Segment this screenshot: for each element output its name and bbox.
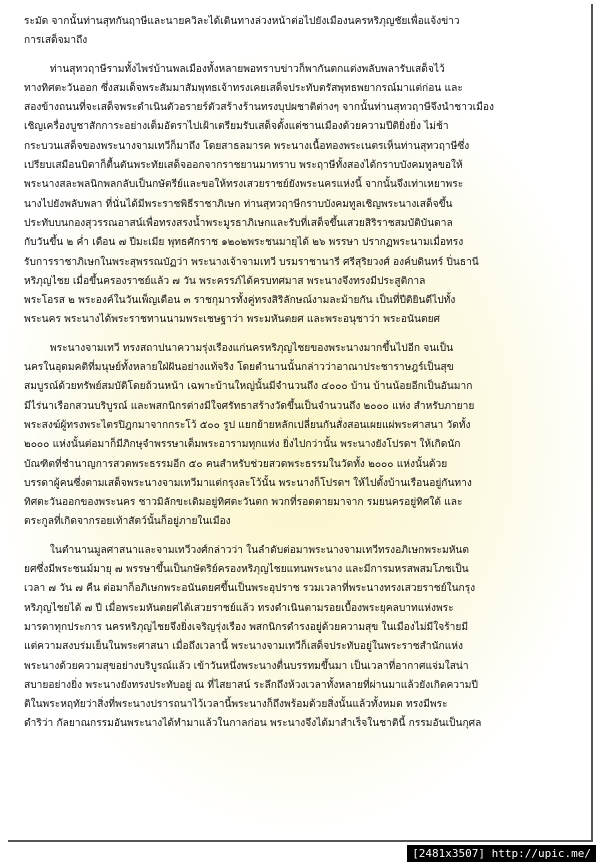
- text-line: เปรียบเสมือนบิดาก็ตื้นตันพระทัยเสด็จออกจากราชยานมาทราบ พระฤาษีทั้งสองได้กราบบังคมทูลขอให้: [24, 160, 463, 172]
- text-line: พระโอรส ๒ พระองค์ในวันเพ็ญเดือน ๓ ราชกุมารทั้งคู่ทรงสิริลักษณ์งามละม้ายกัน เป็นที่ปีติยินดีไปทั้ง: [24, 295, 456, 307]
- paragraph-gap: [24, 330, 584, 339]
- text-line: แต่ความสงบร่มเย็นในพระศาสนา เมื่อถึงเวลานี้ พระนางจามเทวีก็เสด็จประทับอยู่ในพระราชสำนักแห่ง: [24, 641, 463, 653]
- paragraph-gap: [24, 532, 584, 541]
- text-line: สบายอย่างยิ่ง พระนางยังทรงประทับอยู่ ณ ที่ไสยาสน์ ระลึกถึงห้วงเวลาทั้งหลายที่ผ่านมาแล้วยังเกิดความปี: [24, 679, 478, 691]
- text-line: พระนางจามเทวี ทรงสถาปนาความรุ่งเรืองแก่นครหริภุญไชยของพระนางมากขึ้นไปอีก จนเป็น: [24, 342, 454, 354]
- text-line: หริภุญไชยได้ ๗ ปี เมื่อพระมหันตยศได้เสวยราชย์แล้ว ทรงดำเนินตามรอยเบื้องพระยุคลบาทแห่งพระ: [24, 602, 454, 614]
- text-line: เวลา ๗ วัน ๗ คืน ต่อมาก็อภิเษกพระอนันตยศขึ้นเป็นพระอุปราช รวมเวลาที่พระนางทรงเสวยราชย์ในกรุง: [24, 583, 476, 595]
- text-line: มีไร่นาเรือกสวนบริบูรณ์ และพสกนิกรต่างมีใจศรัทธาสร้างวัดขึ้นเป็นจำนวนถึง ๒๐๐๐ แห่ง สำหรับภายาย: [24, 400, 475, 412]
- text-line: สมบูรณ์ด้วยทรัพย์สมบัติโดยถ้วนหน้า เฉพาะบ้านใหญ่นั้นมีจำนวนถึง ๔๐๐๐ บ้าน บ้านน้อยอีกเป็นอันมาก: [24, 381, 473, 393]
- text-line: สองข้างถนนที่จะเสด็จพระดำเนินตัวอรายร์ตัวสร้างร้านทรงบุปผชาติต่างๆ จากนั้นท่านสุทวฤาษีจึงนำชาวเมือง: [24, 102, 494, 114]
- text-line: กับวันขึ้น ๒ ค่ำ เดือน ๗ ปีมะเมีย พุทธศักราช ๑๒๐๒พระชนมายุได้ ๒๖ พรรษา ปรากฏพระนามเมื่อทรง: [24, 237, 464, 249]
- text-line: ท่านสุทวฤาษีรามทั้งไพร่บ้านพลเมืองทั้งหลายพอทราบข่าวก็พากันตกแต่งพลับพลารับเสด็จไว้: [24, 63, 445, 75]
- text-line: ติในพระหฤทัยว่าสิ่งที่พระนางปรารถนาไว้เวลานี้พระนางก็ถึงพร้อมด้วยสิ่งนั้นแล้วทั้งหมด ทรงมีพระ: [24, 699, 448, 711]
- paragraph-gap: [24, 51, 584, 60]
- text-line: บัณฑิตที่ชำนาญการสวดพระธรรมอีก ๕๐ คนสำหรับช่วยสวดพระธรรมในวัดทั้ง ๒๐๐๐ แห่งนั้นด้วย: [24, 458, 448, 470]
- image-host-watermark: [2481x3507] http://upic.me/: [407, 845, 596, 862]
- text-line: พระนางสละพลนิกพลกลับเป็นกษัตรีย์และขอให้ทรงเสวยราชย์ยังพระนครแห่งนี้ จากนั้นจึงเท่าเหยาพระ: [24, 179, 464, 191]
- text-line: พระนางด้วยความสุขอย่างบริบูรณ์แล้ว เข้าวันหนึ่งพระนางตื่นบรรทมขึ้นมา เป็นเวลาที่อากาศแจ่มใสน่า: [24, 660, 469, 672]
- text-line: ทิศตะวันออกของพระนคร ชาวมิลักขะเดิมอยู่ทิศตะวันตก พวกที่รอดตายมาจาก รมยนครอยู่ทิศใต้ และ: [24, 497, 463, 509]
- text-line: ดำริว่า กัลยาณกรรมอันพระนางได้ทำมาแล้วในกาลก่อน พระนางจึงได้มาสำเร็จในชาตินี้ กรรมอันเป็นกุศล: [24, 718, 482, 730]
- text-line: บรรดาผู้คนซึ่งตามเสด็จพระนางจามเทวีมาแต่กรุงละโว้นั้น พระนางก็โปรดฯ ให้ไปตั้งบ้านเรือนอยู่กันทาง: [24, 477, 472, 489]
- text-line: กระบวนเสด็จของพระนางจามเทวีก็มาถึง โดยสาธลมารค พระนางเนื้อทองพระเนตรเห็นท่านสุทวฤาษีซึ่ง: [24, 140, 470, 152]
- text-line: รับการราชาภิเษกในพระสุพรรณบัฏว่า พระนางเจ้าจามเทวี บรมราชานารี ศรีสุริยวงศ์ องค์บดินทร์ ปิ่นธานี: [24, 256, 479, 268]
- text-line: เชิญเครื่องบูชาสักการะอย่างเต็มอัตราไปเฝ้าเตรียมรับเสด็จตั้งแต่ชานเมืองด้วยความปีติยิ่งยิ่ง ไม่ช้า: [24, 121, 449, 133]
- text-line: ตระกูลที่เกิดจากรอยเท้าสัตว์นั้นก็อยู่ภายในเมือง: [24, 516, 231, 528]
- document-body: [24, 12, 584, 734]
- text-line: ทางทิศตะวันออก ซึ่งสมเด็จพระสัมมาสัมพุทธเจ้าทรงเคยเสด็จประทับตรัสพุทธพยากรณ์มาแต่ก่อน และ: [24, 82, 463, 94]
- text-line: ๒๐๐๐ แห่งนั้นต่อมาก็มีภิกษุจำพรรษาเต็มพระอารามทุกแห่ง ยิ่งไปกว่านั้น พระนางยังโปรดฯ ให้เกิดนัก: [24, 439, 461, 451]
- text-line: ระมัด จากนั้นท่านสุทกันฤาษีและนายควิละได้เดินทางล่วงหน้าต่อไปยังเมืองนครหริภุญชัยเพื่อแจ้งข่าว: [24, 16, 460, 27]
- text-line: ในตำนานมูลศาสนาและจามเทวีวงศ์กล่าวว่า ในลำดับต่อมาพระนางจามเทวีทรงอภิเษกพระมหันต: [24, 544, 470, 556]
- text-line: พระนคร พระนางได้พระราชทานนามพระเชษฐาว่า พระมหันตยศ และพระอนุชาว่า พระอนันตยศ: [24, 314, 441, 326]
- text-line: พระสงฆ์ผู้ทรงพระไตรปิฎกมาจากกระโว้ ๕๐๐ รูป แยกย้ายหลักเปลี่ยนกันสั่งสอนเผยแผ่พระศาสนา วัดทั้ง: [24, 419, 471, 431]
- text-line: นางไปยังพลับพลา ที่นั่นได้มีพระราชพิธีราชาภิเษก ท่านสุทวฤาษีกราบบังคมทูลเชิญพระนางเสด็จขึ้น: [24, 198, 453, 210]
- text-line: การเสด็จมาถึง: [24, 35, 88, 47]
- text-line: หริภุญไชย เมื่อขึ้นครองราชย์แล้ว ๗ วัน พระครรภ์ได้ครบทศมาส พระนางจึงทรงมีประสูติกาล: [24, 275, 426, 287]
- text-line: ยศซึ่งมีพระชนม์มายุ ๗ พรรษาขึ้นเป็นกษัตริย์ครองหริภุญไชยแทนพระนาง และมีการมหรสพสมโภชเป็น: [24, 564, 469, 576]
- text-line: ประทับบนกองสุวรรณอาสน์เพื่อทรงสรงน้ำพระมูรธาภิเษกและรับที่เสด็จขึ้นเสวยสิริราชสมบัติบันดาล: [24, 217, 453, 229]
- text-line: นครในอุดมคติที่มนุษย์ทั้งหลายใฝ่ฝันอย่างแท้จริง โดยตำนานนั้นกล่าวว่าอาณาประชาราษฎร์เป็นสุข: [24, 362, 454, 374]
- text-line: มารดาทุกประการ นครหริภุญไชยจึงยิ่งเจริญรุ่งเรือง พสกนิกรดำรงอยู่ด้วยความสุข ในเมืองไม่มีใจร้ายมี: [24, 621, 469, 633]
- footer-bar: [0, 844, 600, 864]
